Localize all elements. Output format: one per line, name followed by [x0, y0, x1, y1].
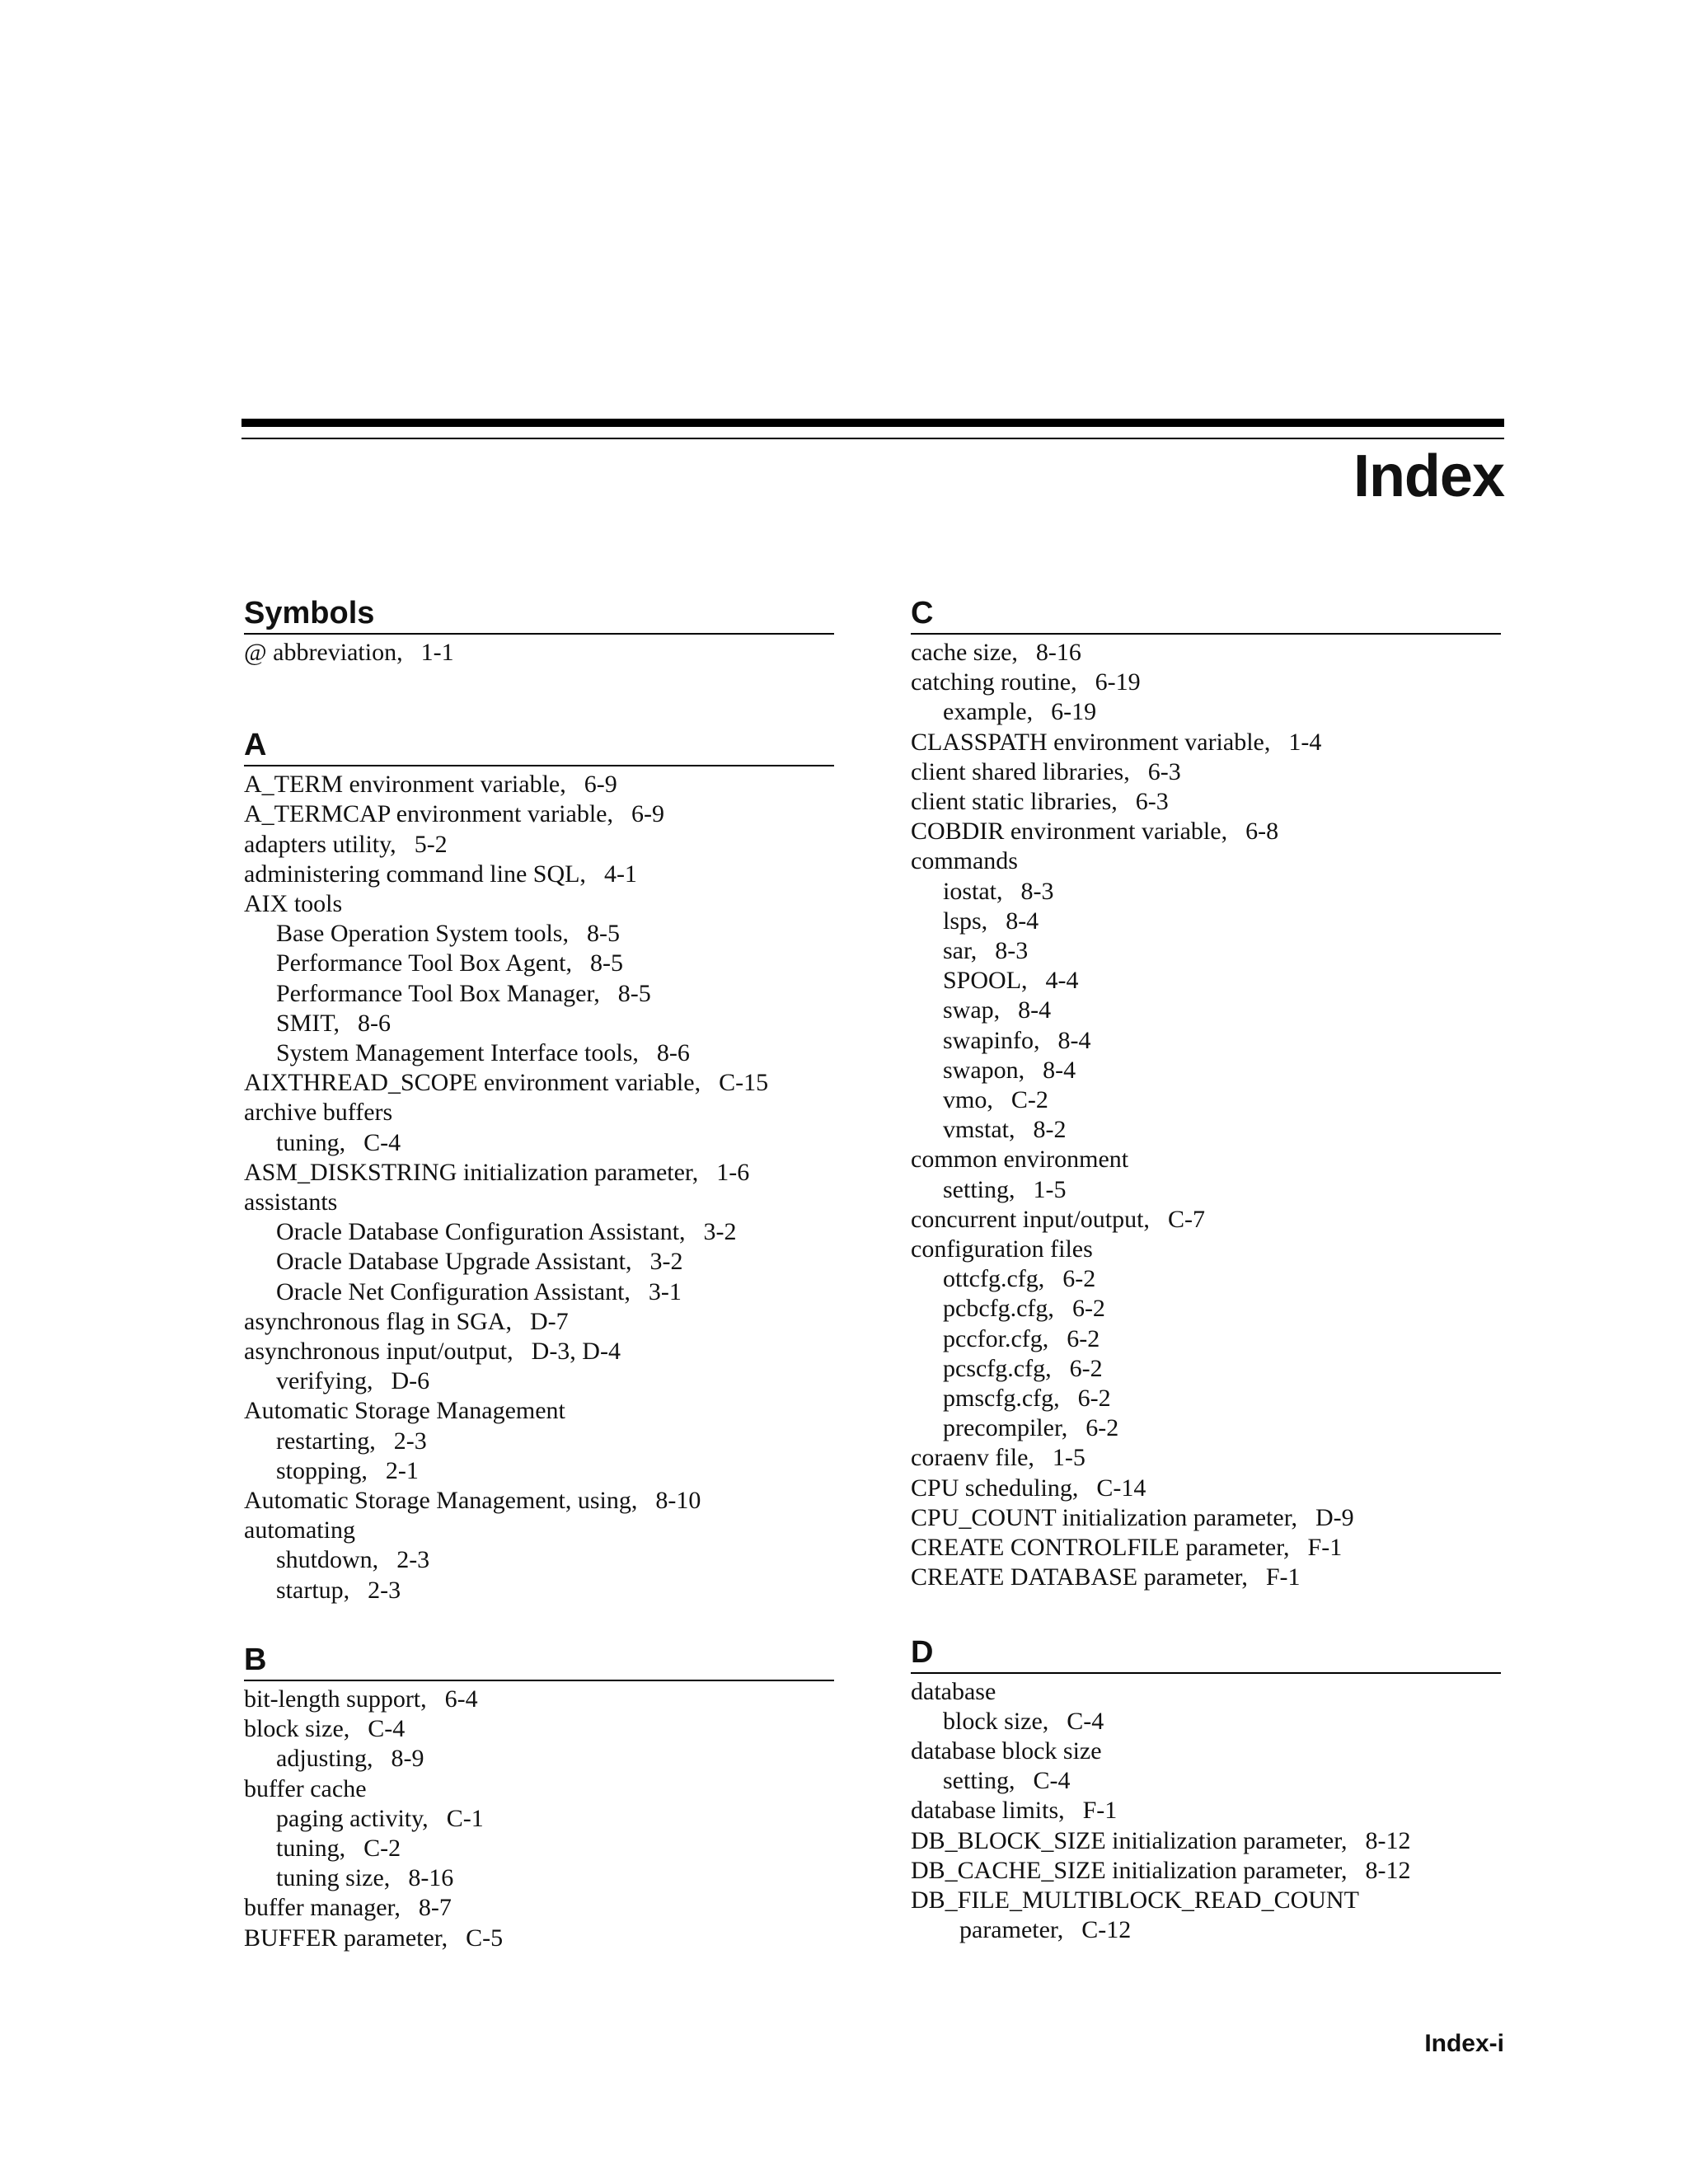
page-reference: 8-12 [1365, 1826, 1411, 1854]
page-reference: 8-5 [586, 920, 620, 948]
page-reference: 8-4 [1006, 907, 1039, 935]
index-term: pcbcfg.cfg, [943, 1295, 1054, 1323]
index-term: asynchronous flag in SGA, [244, 1307, 512, 1335]
index-entry [911, 668, 1501, 697]
index-entry [911, 817, 1501, 846]
index-term: BUFFER parameter, [244, 1924, 448, 1952]
index-subentry [911, 1115, 1501, 1145]
page-reference: 6-2 [1077, 1385, 1111, 1413]
index-entry [911, 1677, 1501, 1707]
page-reference: 6-9 [631, 800, 664, 828]
page-reference: 1-5 [1052, 1444, 1085, 1472]
index-term: ASM_DISKSTRING initialization parameter, [244, 1158, 699, 1186]
section-heading: B [244, 1640, 834, 1681]
page-reference: 6-4 [444, 1685, 478, 1713]
page-number: Index-i [1424, 2030, 1504, 2057]
index-subentry [244, 1834, 834, 1863]
index-subentry [911, 697, 1501, 727]
index-subentry [244, 1804, 834, 1834]
page-reference: C-5 [466, 1924, 504, 1952]
index-subentry [244, 1277, 834, 1307]
index-section-b [244, 1640, 834, 1953]
page-reference: C-2 [363, 1834, 401, 1862]
page-reference: 3-2 [703, 1218, 737, 1246]
index-term: swap, [943, 996, 1001, 1024]
index-entry [244, 860, 834, 889]
index-term: verifying, [276, 1367, 373, 1395]
index-entry [911, 638, 1501, 668]
page-reference: 8-9 [391, 1745, 424, 1773]
index-entry [911, 1205, 1501, 1235]
index-entry [244, 1486, 834, 1516]
index-entry [244, 638, 834, 668]
page-reference: 6-2 [1067, 1324, 1100, 1352]
index-entry [244, 1188, 834, 1217]
index-term: pcscfg.cfg, [943, 1354, 1052, 1382]
index-subentry [911, 877, 1501, 907]
page-reference: 8-4 [1018, 996, 1052, 1024]
page-reference: 6-19 [1051, 698, 1097, 726]
index-entry [911, 787, 1501, 817]
index-term: database block size [911, 1736, 1102, 1765]
index-subentry [911, 966, 1501, 996]
page-reference: 6-9 [584, 771, 617, 799]
index-term: A_TERM environment variable, [244, 771, 566, 799]
page-reference: F-1 [1307, 1534, 1343, 1562]
index-term: pccfor.cfg, [943, 1324, 1049, 1352]
index-term: tuning, [276, 1834, 346, 1862]
page-reference: 1-5 [1033, 1175, 1067, 1203]
page-reference: 6-8 [1245, 818, 1279, 846]
index-entry [244, 1714, 834, 1744]
index-term: coraenv file, [911, 1444, 1034, 1472]
index-term: buffer cache [244, 1774, 367, 1802]
title-rule-thick [241, 419, 1504, 427]
page-reference: 2-1 [385, 1456, 419, 1484]
page-reference: 6-2 [1062, 1265, 1096, 1293]
section-spacer [244, 1605, 834, 1640]
page-reference: 8-5 [589, 949, 623, 977]
index-term: Oracle Net Configuration Assistant, [276, 1277, 631, 1305]
index-subentry [911, 1324, 1501, 1354]
index-subentry [244, 1247, 834, 1277]
index-term: adapters utility, [244, 830, 396, 858]
index-subentry [244, 919, 834, 949]
index-subentry [911, 1707, 1501, 1736]
index-term: COBDIR environment variable, [911, 818, 1228, 846]
index-term: database limits, [911, 1797, 1065, 1825]
page-reference: 2-3 [396, 1546, 430, 1574]
index-subentry [911, 1294, 1501, 1324]
index-term: restarting, [276, 1427, 376, 1455]
index-entry [911, 1145, 1501, 1174]
index-term: commands [911, 847, 1018, 875]
index-entry [244, 1774, 834, 1804]
page-reference: F-1 [1265, 1563, 1301, 1591]
page-reference: 3-1 [648, 1277, 682, 1305]
index-term: setting, [943, 1767, 1015, 1795]
index-section-a [244, 725, 834, 1605]
page-reference: C-4 [1033, 1767, 1071, 1795]
index-subentry [911, 1915, 1501, 1945]
section-heading: C [911, 593, 1501, 635]
section-spacer [244, 668, 834, 725]
index-term: CREATE CONTROLFILE parameter, [911, 1534, 1290, 1562]
page-reference: C-4 [368, 1715, 406, 1743]
index-term: cache size, [911, 639, 1018, 666]
index-term: buffer manager, [244, 1894, 401, 1922]
index-term: @ abbreviation, [244, 639, 403, 666]
page-reference: 6-2 [1085, 1414, 1119, 1442]
index-term: CREATE DATABASE parameter, [911, 1563, 1248, 1591]
index-term: A_TERMCAP environment variable, [244, 800, 613, 828]
page-reference: D-3, D-4 [531, 1338, 621, 1366]
index-term: lsps, [943, 907, 988, 935]
index-term: block size, [244, 1715, 350, 1743]
page-reference: C-15 [719, 1069, 769, 1097]
index-entry [244, 1516, 834, 1545]
index-term: ottcfg.cfg, [943, 1265, 1045, 1293]
index-subentry [244, 1863, 834, 1893]
index-entry [244, 1068, 834, 1098]
page-reference: 2-3 [368, 1576, 401, 1604]
index-subentry [911, 1264, 1501, 1294]
page-reference: 6-3 [1147, 757, 1181, 785]
index-entry [911, 1474, 1501, 1503]
index-term: catching routine, [911, 668, 1077, 696]
index-section-symbols [244, 593, 834, 668]
index-subentry [911, 996, 1501, 1025]
index-entry [244, 1098, 834, 1127]
index-subentry [244, 979, 834, 1009]
index-entry [911, 1235, 1501, 1264]
page-reference: 8-12 [1365, 1856, 1411, 1884]
index-term: Performance Tool Box Manager, [276, 979, 600, 1007]
index-term: DB_CACHE_SIZE initialization parameter, [911, 1856, 1348, 1884]
index-subentry [911, 1085, 1501, 1115]
index-term: Automatic Storage Management [244, 1397, 565, 1425]
index-term: paging activity, [276, 1804, 429, 1832]
index-entry [244, 1307, 834, 1337]
index-subentry [911, 1175, 1501, 1205]
index-term: asynchronous input/output, [244, 1338, 513, 1366]
page-reference: 1-6 [716, 1158, 750, 1186]
index-term: CLASSPATH environment variable, [911, 728, 1271, 756]
page-reference: 4-1 [603, 860, 637, 888]
index-term: DB_FILE_MULTIBLOCK_READ_COUNT [911, 1886, 1359, 1914]
page-reference: 8-16 [408, 1864, 454, 1892]
title-rule-thin [241, 438, 1504, 439]
page-reference: 6-2 [1071, 1295, 1105, 1323]
page-reference: C-1 [446, 1804, 484, 1832]
index-term: System Management Interface tools, [276, 1039, 639, 1067]
page-reference: 8-6 [357, 1009, 391, 1037]
index-term: swapon, [943, 1056, 1025, 1084]
index-term: Oracle Database Upgrade Assistant, [276, 1248, 632, 1276]
index-term: concurrent input/output, [911, 1205, 1150, 1233]
page-reference: C-2 [1010, 1086, 1048, 1114]
index-entry [244, 1337, 834, 1366]
page-reference: C-14 [1096, 1474, 1146, 1502]
index-term: sar, [943, 937, 978, 965]
page-reference: 6-2 [1069, 1354, 1103, 1382]
index-entry [911, 1563, 1501, 1592]
index-entry-list [244, 638, 834, 668]
index-entry [911, 1533, 1501, 1563]
page-reference: 8-3 [1020, 877, 1054, 905]
page-reference: 8-7 [418, 1894, 452, 1922]
page-title: Index [1353, 443, 1504, 509]
index-entry [911, 1796, 1501, 1825]
index-column-left [244, 593, 834, 1953]
index-subentry [244, 1009, 834, 1038]
index-term: assistants [244, 1188, 338, 1216]
page-reference: D-6 [391, 1367, 430, 1395]
index-subentry [244, 1038, 834, 1068]
page-reference: D-7 [529, 1307, 569, 1335]
page-reference: 6-3 [1135, 788, 1169, 816]
index-term: automating [244, 1516, 355, 1544]
index-term: common environment [911, 1146, 1129, 1174]
index-entry-list [244, 770, 834, 1605]
index-term: vmstat, [943, 1116, 1015, 1144]
index-term: block size, [943, 1707, 1049, 1735]
page-reference: 8-2 [1033, 1116, 1067, 1144]
index-subentry [911, 1354, 1501, 1384]
index-term: Oracle Database Configuration Assistant, [276, 1218, 686, 1246]
page-reference: 3-2 [649, 1248, 683, 1276]
index-entry [244, 1396, 834, 1426]
section-spacer [911, 1593, 1501, 1633]
page-reference: C-7 [1167, 1205, 1205, 1233]
index-term: client static libraries, [911, 788, 1118, 816]
index-term: vmo, [943, 1086, 993, 1114]
index-entry [911, 728, 1501, 757]
index-term: example, [943, 698, 1034, 726]
index-subentry [244, 1366, 834, 1396]
index-entry [911, 1886, 1501, 1915]
index-term: swapinfo, [943, 1026, 1040, 1054]
page-reference: D-9 [1315, 1503, 1354, 1531]
page-reference: 8-6 [656, 1039, 690, 1067]
index-entry [244, 889, 834, 919]
index-entry [911, 1443, 1501, 1473]
section-heading: D [911, 1633, 1501, 1674]
index-entry [244, 1685, 834, 1714]
index-subentry [244, 1744, 834, 1774]
index-entry-list [911, 638, 1501, 1593]
index-subentry [911, 936, 1501, 966]
index-term: database [911, 1677, 996, 1705]
index-term: CPU_COUNT initialization parameter, [911, 1503, 1297, 1531]
index-term: pmscfg.cfg, [943, 1385, 1060, 1413]
index-subentry [911, 907, 1501, 936]
index-subentry [244, 1427, 834, 1456]
index-term: Base Operation System tools, [276, 920, 569, 948]
index-term: adjusting, [276, 1745, 373, 1773]
index-entry [911, 757, 1501, 787]
page-reference: 8-10 [655, 1487, 701, 1515]
index-term: stopping, [276, 1456, 368, 1484]
index-subentry [244, 1545, 834, 1575]
index-entry [911, 1736, 1501, 1766]
index-term: bit-length support, [244, 1685, 427, 1713]
index-term: AIX tools [244, 890, 343, 918]
index-term: Performance Tool Box Agent, [276, 949, 572, 977]
index-term: tuning, [276, 1128, 346, 1156]
section-heading: Symbols [244, 593, 834, 635]
index-term: SPOOL, [943, 967, 1028, 995]
index-term: DB_BLOCK_SIZE initialization parameter, [911, 1826, 1348, 1854]
index-term: startup, [276, 1576, 350, 1604]
page-reference: 2-3 [393, 1427, 427, 1455]
index-entry [911, 846, 1501, 876]
index-term: Automatic Storage Management, using, [244, 1487, 638, 1515]
index-term: tuning size, [276, 1864, 391, 1892]
index-subentry [244, 1128, 834, 1158]
index-subentry [911, 1766, 1501, 1796]
index-entry [244, 1924, 834, 1953]
index-entry [244, 1893, 834, 1923]
page-reference: 8-4 [1057, 1026, 1091, 1054]
index-term: setting, [943, 1175, 1015, 1203]
index-term: archive buffers [244, 1099, 393, 1127]
index-subentry [244, 949, 834, 978]
index-entry-list [244, 1685, 834, 1953]
index-term: client shared libraries, [911, 757, 1130, 785]
page-reference: 8-4 [1043, 1056, 1076, 1084]
index-subentry [911, 1384, 1501, 1413]
index-subentry [244, 1456, 834, 1486]
page-reference: F-1 [1082, 1797, 1118, 1825]
index-section-d [911, 1633, 1501, 1946]
index-section-c [911, 593, 1501, 1593]
index-subentry [911, 1026, 1501, 1056]
index-entry [911, 1856, 1501, 1886]
page-reference: 5-2 [414, 830, 448, 858]
page-reference: 8-16 [1035, 639, 1081, 666]
index-term: administering command line SQL, [244, 860, 586, 888]
index-entry [244, 770, 834, 799]
index-term: parameter, [959, 1916, 1064, 1944]
page-reference: 1-1 [420, 639, 454, 666]
index-term: CPU scheduling, [911, 1474, 1079, 1502]
index-entry [244, 799, 834, 829]
index-subentry [911, 1413, 1501, 1443]
page-reference: C-12 [1081, 1916, 1132, 1944]
index-term: shutdown, [276, 1546, 379, 1574]
page-reference: 8-3 [995, 937, 1029, 965]
index-entry-list [911, 1677, 1501, 1946]
index-column-right [911, 593, 1501, 1945]
page-reference: 6-19 [1095, 668, 1141, 696]
page-reference: C-4 [1067, 1707, 1104, 1735]
page-reference: 1-4 [1288, 728, 1322, 756]
page-reference: 8-5 [617, 979, 651, 1007]
index-entry [911, 1503, 1501, 1533]
index-subentry [911, 1056, 1501, 1085]
index-term: configuration files [911, 1235, 1093, 1263]
page-reference: C-4 [363, 1128, 401, 1156]
index-entry [911, 1826, 1501, 1856]
index-entry [244, 1158, 834, 1188]
index-entry [244, 830, 834, 860]
page-reference: 4-4 [1045, 967, 1079, 995]
index-term: SMIT, [276, 1009, 340, 1037]
section-heading: A [244, 725, 834, 766]
index-term: iostat, [943, 877, 1003, 905]
index-term: precompiler, [943, 1414, 1068, 1442]
index-subentry [244, 1576, 834, 1605]
index-subentry [244, 1217, 834, 1247]
index-term: AIXTHREAD_SCOPE environment variable, [244, 1069, 701, 1097]
